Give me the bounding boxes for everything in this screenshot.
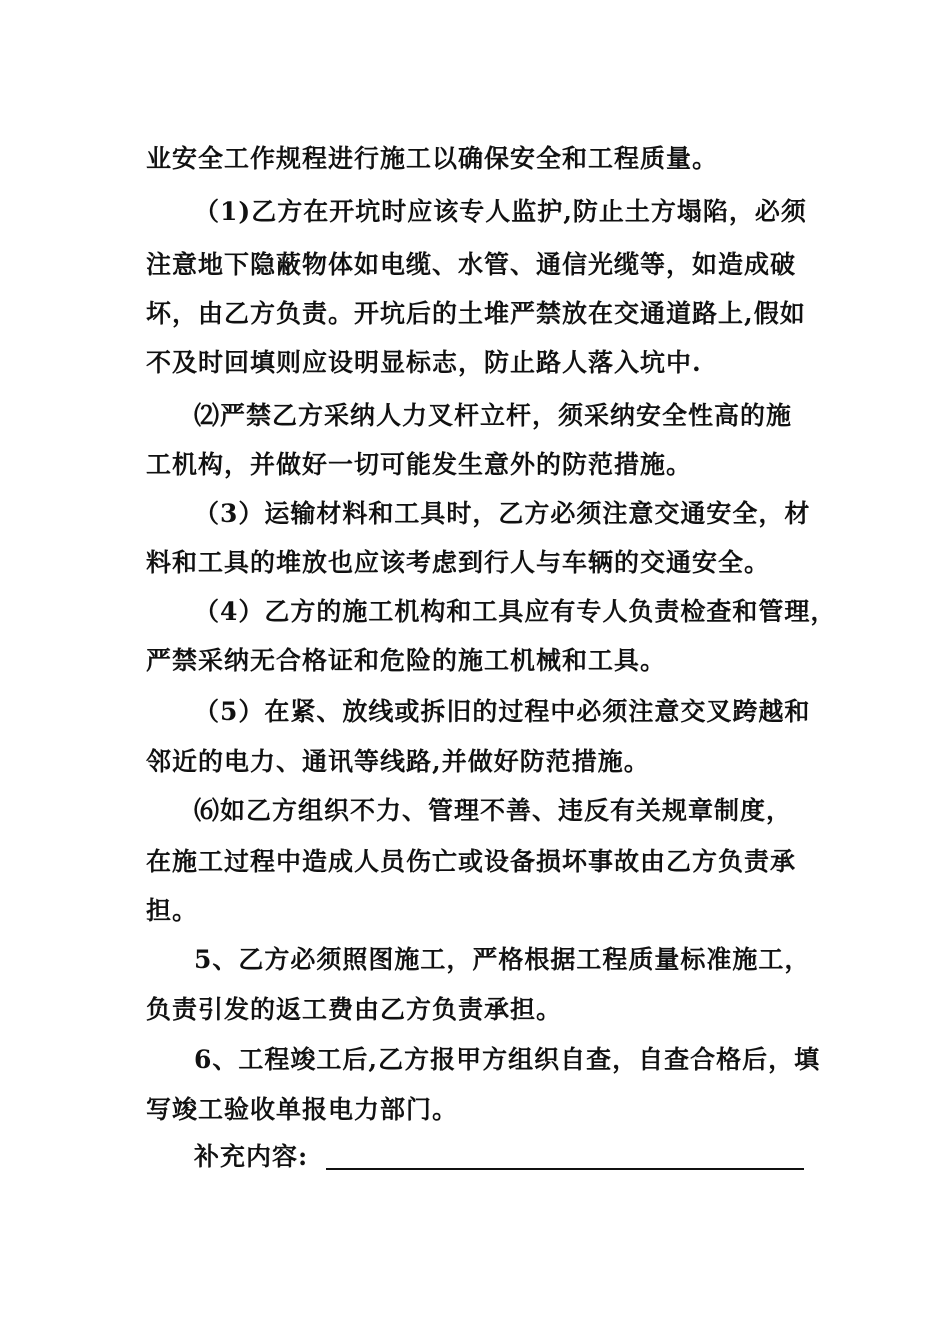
text-line: 严禁采纳无合格证和危险的施工机械和工具。 xyxy=(146,646,667,675)
text-line: （3）运输材料和工具时，乙方必须注意交通安全，材 xyxy=(194,499,811,528)
text-line: （5）在紧、放线或拆旧的过程中必须注意交叉跨越和 xyxy=(194,697,811,726)
text-line: 坏，由乙方负责。开坑后的土堆严禁放在交通道路上,假如 xyxy=(146,299,806,328)
supplement-row xyxy=(194,1140,814,1180)
text-line: 业安全工作规程进行施工以确保安全和工程质量。 xyxy=(146,144,719,173)
text-line: 工机构，并做好一切可能发生意外的防范措施。 xyxy=(146,450,693,479)
text-line: （4）乙方的施工机构和工具应有专人负责检查和管理， xyxy=(194,597,837,626)
supplement-label: 补充内容: xyxy=(194,1142,309,1171)
text-line: 邻近的电力、通讯等线路,并做好防范措施。 xyxy=(146,747,650,776)
text-line: 注意地下隐蔽物体如电缆、水管、通信光缆等，如造成破 xyxy=(146,250,797,279)
text-line: 6、工程竣工后,乙方报甲方组织自查，自查合格后，填 xyxy=(194,1045,821,1074)
text-line: 负责引发的返工费由乙方负责承担。 xyxy=(146,995,563,1024)
text-line: ⑵严禁乙方采纳人力叉杆立杆，须采纳安全性高的施 xyxy=(194,401,793,430)
text-line: 料和工具的堆放也应该考虑到行人与车辆的交通安全。 xyxy=(146,548,771,577)
text-line: 担。 xyxy=(146,896,199,925)
text-line: 写竣工验收单报电力部门。 xyxy=(146,1095,459,1124)
supplement-blank-line xyxy=(326,1168,804,1170)
text-line: 不及时回填则应设明显标志，防止路人落入坑中. xyxy=(146,348,702,377)
text-line: 5、乙方必须照图施工，严格根据工程质量标准施工， xyxy=(194,945,811,974)
text-line: （1)乙方在开坑时应该专人监护,防止土方塌陷，必须 xyxy=(194,197,807,226)
text-line: ⑹如乙方组织不力、管理不善、违反有关规章制度， xyxy=(194,796,793,825)
text-line: 在施工过程中造成人员伤亡或设备损坏事故由乙方负责承 xyxy=(146,847,797,876)
